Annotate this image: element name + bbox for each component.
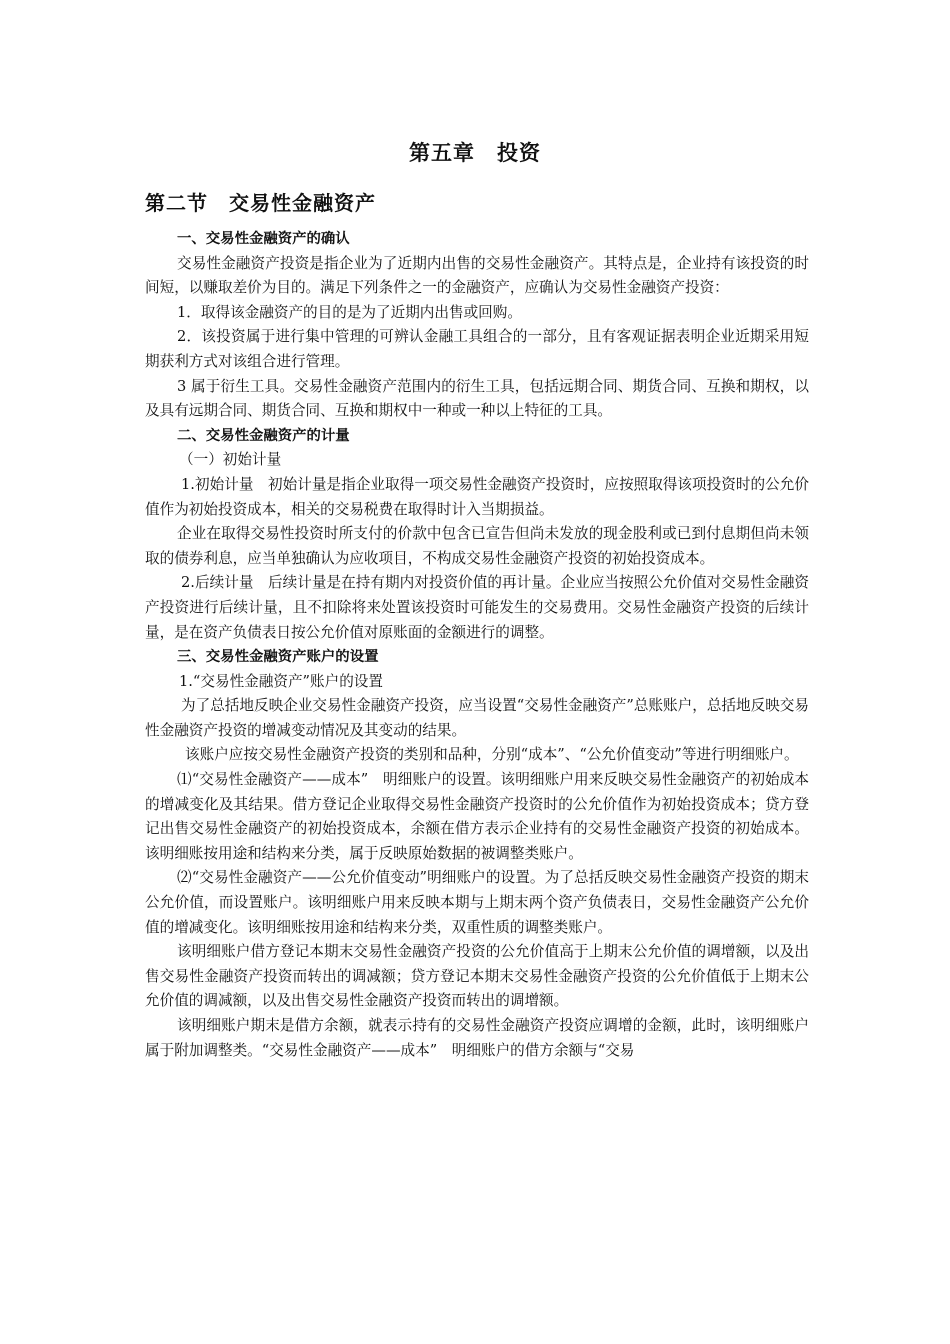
- paragraph: 该账户应按交易性金融资产投资的类别和品种，分别“成本”、“公允价值变动”等进行明细账户。: [185, 746, 799, 764]
- list-item: 2．该投资属于进行集中管理的可辨认金融工具组合的一部分，且有客观证据表明企业近期采用短期获利方式对该组合进行管理。: [145, 328, 809, 370]
- paragraph: 该明细账户期末是借方余额，就表示持有的交易性金融资产投资应调增的金额，此时，该明细账户属于附加调整类。“交易性金融资产——成本” 明细账户的借方余额与“交易: [145, 1017, 809, 1059]
- list-item: 3 属于衍生工具。交易性金融资产范围内的衍生工具，包括远期合同、期货合同、互换和期权，以及具有远期合同、期货合同、互换和期权中一种或一种以上特征的工具。: [145, 377, 809, 420]
- paragraph: 为了总括地反映企业交易性金融资产投资，应当设置“交易性金融资产”总账账户，总括地反映交易性金融资产投资的增减变动情况及其变动的结果。: [145, 697, 809, 739]
- subheading-initial-measurement: （一）初始计量: [179, 451, 282, 469]
- paragraph: 1.初始计量 初始计量是指企业取得一项交易性金融资产投资时，应按照取得该项投资时的公允价值作为初始投资成本，相关的交易税费在取得时计入当期损益。: [145, 475, 809, 518]
- paragraph: 2.后续计量 后续计量是在持有期内对投资价值的再计量。企业应当按照公允价值对交易性金融资产投资进行后续计量，且不扣除将来处置该投资时可能发生的交易费用。交易性金融资产投资的后续计量，是在资产负债表日按公允价值对原账面的金额进行的调整。: [145, 574, 809, 641]
- document-body: [145, 227, 809, 1063]
- paragraph: 该明细账户借方登记本期末交易性金融资产投资的公允价值高于上期末公允价值的调增额，以及出售交易性金融资产投资而转出的调减额；贷方登记本期末交易性金融资产投资的公允价值低于上期末公允价值的调减额，以及出售交易性金融资产投资而转出的调增额。: [145, 943, 809, 1010]
- paragraph: ⑵“交易性金融资产——公允价值变动”明细账户的设置。为了总括反映交易性金融资产投资的期末公允价值，而设置账户。该明细账户用来反映本期与上期末两个资产负债表日，交易性金融资产公允价值的增减变化。该明细账按用途和结构来分类，双重性质的调整类账户。: [145, 869, 809, 936]
- paragraph: ⑴“交易性金融资产——成本” 明细账户的设置。该明细账户用来反映交易性金融资产的初始成本的增减变化及其结果。借方登记企业取得交易性金融资产投资时的公允价值作为初始投资成本；贷方登记出售交易性金融资产的初始投资成本，余额在借方表示企业持有的交易性金融资产投资的初始成本。该明细账按用途和结构来分类，属于反映原始数据的被调整类账户。: [145, 771, 809, 862]
- heading-measurement: 二、交易性金融资产的计量: [177, 427, 350, 444]
- list-item: 1．取得该金融资产的目的是为了近期内出售或回购。: [177, 303, 522, 321]
- heading-account-setup: 三、交易性金融资产账户的设置: [177, 649, 379, 666]
- chapter-title: 第五章 投资: [409, 141, 541, 165]
- paragraph: 交易性金融资产投资是指企业为了近期内出售的交易性金融资产。其特点是，企业持有该投资的时间短，以赚取差价为目的。满足下列条件之一的金融资产，应确认为交易性金融资产投资：: [145, 254, 809, 297]
- heading-recognition: 一、交易性金融资产的确认: [177, 231, 350, 247]
- section-title: 第二节 交易性金融资产: [145, 191, 376, 215]
- subheading-account: 1.“交易性金融资产”账户的设置: [179, 672, 383, 690]
- paragraph: 企业在取得交易性投资时所支付的价款中包含已宣告但尚未发放的现金股利或已到付息期但尚未领取的债券利息，应当单独确认为应收项目，不构成交易性金融资产投资的初始投资成本。: [145, 525, 809, 567]
